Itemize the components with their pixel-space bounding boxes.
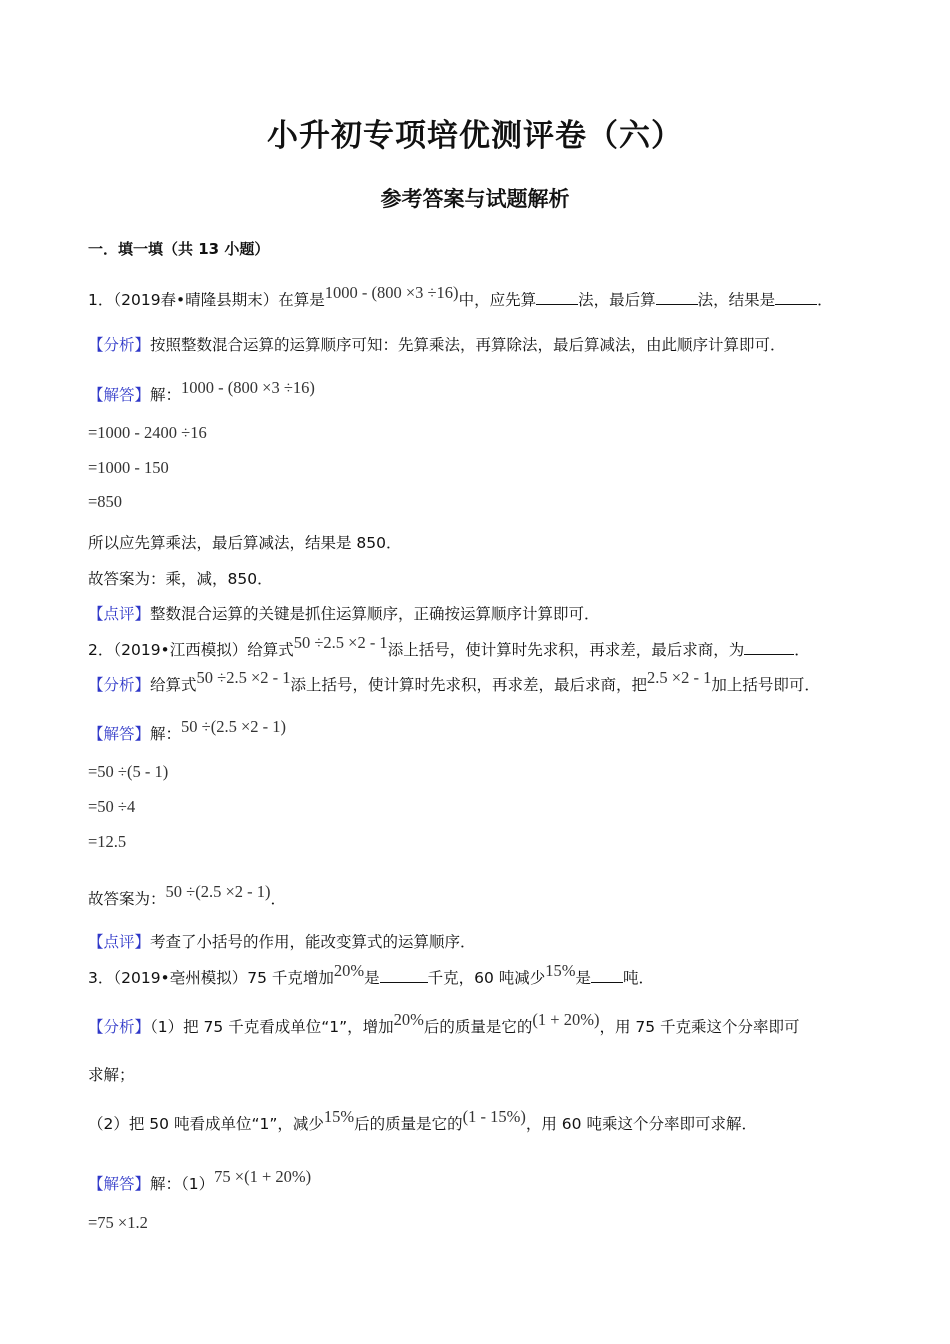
q2-analysis-prefix: 给算式: [150, 676, 197, 694]
q1-comment: [88, 602, 600, 624]
q1-blank-3: [775, 290, 817, 305]
q1-expression: 1000 - (800 ×3 ÷16): [324, 283, 459, 302]
q2-analysis-expression: 50 ÷2.5 ×2 - 1: [196, 668, 291, 687]
q1-step-2: =1000 - 150: [88, 458, 169, 477]
analysis-tag: 【分析】: [88, 336, 151, 354]
comment-tag: 【点评】: [88, 933, 151, 951]
solution-tag: 【解答】: [88, 1175, 151, 1193]
q1-blank-2: [656, 290, 698, 305]
q1-solution-expression: 1000 - (800 ×3 ÷16): [181, 378, 315, 397]
q3-step-1: =75 ×1.2: [88, 1213, 148, 1232]
q2-answer-lead: 故答案为：: [88, 890, 166, 908]
section-heading: 一．填一填（共 13 小题）: [88, 240, 270, 258]
q2-prefix: 2．（2019•江西模拟）给算式: [88, 641, 294, 659]
q2-comment-text: 考查了小括号的作用，能改变算式的运算顺序．: [150, 933, 476, 951]
q3-analysis-1-percent: 20%: [393, 1010, 424, 1029]
q3-mid-3: 是: [575, 969, 592, 987]
analysis-tag: 【分析】: [88, 1018, 151, 1036]
q2-solution: [88, 717, 287, 744]
q2-expression: 50 ÷2.5 ×2 - 1: [293, 633, 388, 652]
q3-prefix: 3．（2019•亳州模拟）75 千克增加: [88, 969, 334, 987]
q2-answer: [88, 882, 287, 909]
q3-solution-expression: 75 ×(1 + 20%): [214, 1167, 312, 1186]
q2-end: ．: [794, 641, 810, 659]
q1-analysis-text: 按照整数混合运算的运算顺序可知：先算乘法，再算除法，最后算减法，由此顺序计算即可．: [150, 336, 786, 354]
q3-blank-2: [591, 968, 623, 983]
q1-text-3: 法，结果是: [697, 291, 776, 309]
q3-end: 吨．: [623, 969, 655, 987]
q3-percent-1: 20%: [333, 961, 365, 980]
solution-tag: 【解答】: [88, 725, 151, 743]
q3-analysis-2-percent: 15%: [323, 1107, 355, 1126]
q3-analysis-2-end: ，用 60 吨乘这个分率即可求解．: [525, 1115, 757, 1133]
q2-blank: [744, 640, 794, 655]
analysis-tag: 【分析】: [88, 676, 151, 694]
q3-analysis-2: [88, 1107, 757, 1134]
question-3: [88, 961, 655, 988]
q2-comment: [88, 930, 476, 952]
q2-step-2: =50 ÷4: [88, 797, 136, 816]
q3-analysis-1: [88, 1010, 800, 1037]
q3-solution: [88, 1167, 312, 1194]
q3-analysis-1-mid: 后的质量是它的: [423, 1018, 533, 1036]
question-1: [88, 283, 833, 310]
q1-conclusion: 所以应先算乘法，最后算减法，结果是 850．: [88, 534, 402, 552]
q3-analysis-2-lead: （2）把 50 吨看成单位“1”，减少: [88, 1115, 324, 1133]
q3-percent-2: 15%: [545, 961, 576, 980]
q1-step-1: =1000 - 2400 ÷16: [88, 423, 207, 442]
q1-blank-1: [536, 290, 578, 305]
q2-analysis-end: 加上括号即可．: [711, 676, 820, 694]
q3-analysis-2-mid: 后的质量是它的: [354, 1115, 463, 1133]
q2-step-3: =12.5: [88, 832, 127, 851]
q1-mid: 中，应先算: [458, 291, 537, 309]
q2-answer-expression: 50 ÷(2.5 ×2 - 1): [165, 882, 271, 901]
q3-analysis-1-expression: (1 + 20%): [532, 1010, 600, 1029]
q2-analysis-mid: 添上括号，使计算时先求积，再求差，最后求商，把: [290, 676, 648, 694]
q3-analysis-1-wrap: 求解；: [88, 1066, 135, 1084]
q1-answer: 故答案为：乘，减，850．: [88, 570, 273, 588]
q2-step-1: =50 ÷(5 - 1): [88, 762, 169, 781]
q1-solution: [88, 378, 315, 405]
q3-analysis-1-end: ，用 75 千克乘这个分率即可: [599, 1018, 800, 1036]
q2-analysis: [88, 668, 820, 695]
q3-mid-2: 千克，60 吨减少: [427, 969, 546, 987]
q1-step-3: =850: [88, 492, 123, 511]
q1-analysis: [88, 333, 786, 355]
q1-end: ．: [817, 291, 833, 309]
question-2: [88, 633, 810, 660]
comment-tag: 【点评】: [88, 605, 151, 623]
q3-blank-1: [380, 968, 428, 983]
q2-mid: 添上括号，使计算时先求积，再求差，最后求商，为: [387, 641, 745, 659]
q3-analysis-2-expression: (1 - 15%): [462, 1107, 526, 1126]
solution-tag: 【解答】: [88, 386, 151, 404]
q2-answer-end: ．: [270, 890, 287, 908]
q1-comment-text: 整数混合运算的关键是抓住运算顺序，正确按运算顺序计算即可．: [150, 605, 600, 623]
q1-prefix: 1．（2019春•晴隆县期末）在算是: [88, 291, 325, 309]
page-title: 小升初专项培优测评卷（六）: [267, 118, 683, 154]
q3-analysis-1-lead: （1）把 75 千克看成单位“1”，增加: [150, 1018, 394, 1036]
q2-solution-lead: 解：: [150, 725, 182, 743]
q1-text-2: 法，最后算: [578, 291, 656, 309]
q3-mid-1: 是: [364, 969, 380, 987]
q2-solution-expression: 50 ÷(2.5 ×2 - 1): [181, 717, 287, 736]
q1-solution-lead: 解：: [150, 386, 182, 404]
q2-analysis-expression-2: 2.5 ×2 - 1: [647, 668, 712, 687]
q3-solution-lead: 解：（1）: [150, 1175, 215, 1193]
page-subtitle: 参考答案与试题解析: [380, 187, 570, 211]
